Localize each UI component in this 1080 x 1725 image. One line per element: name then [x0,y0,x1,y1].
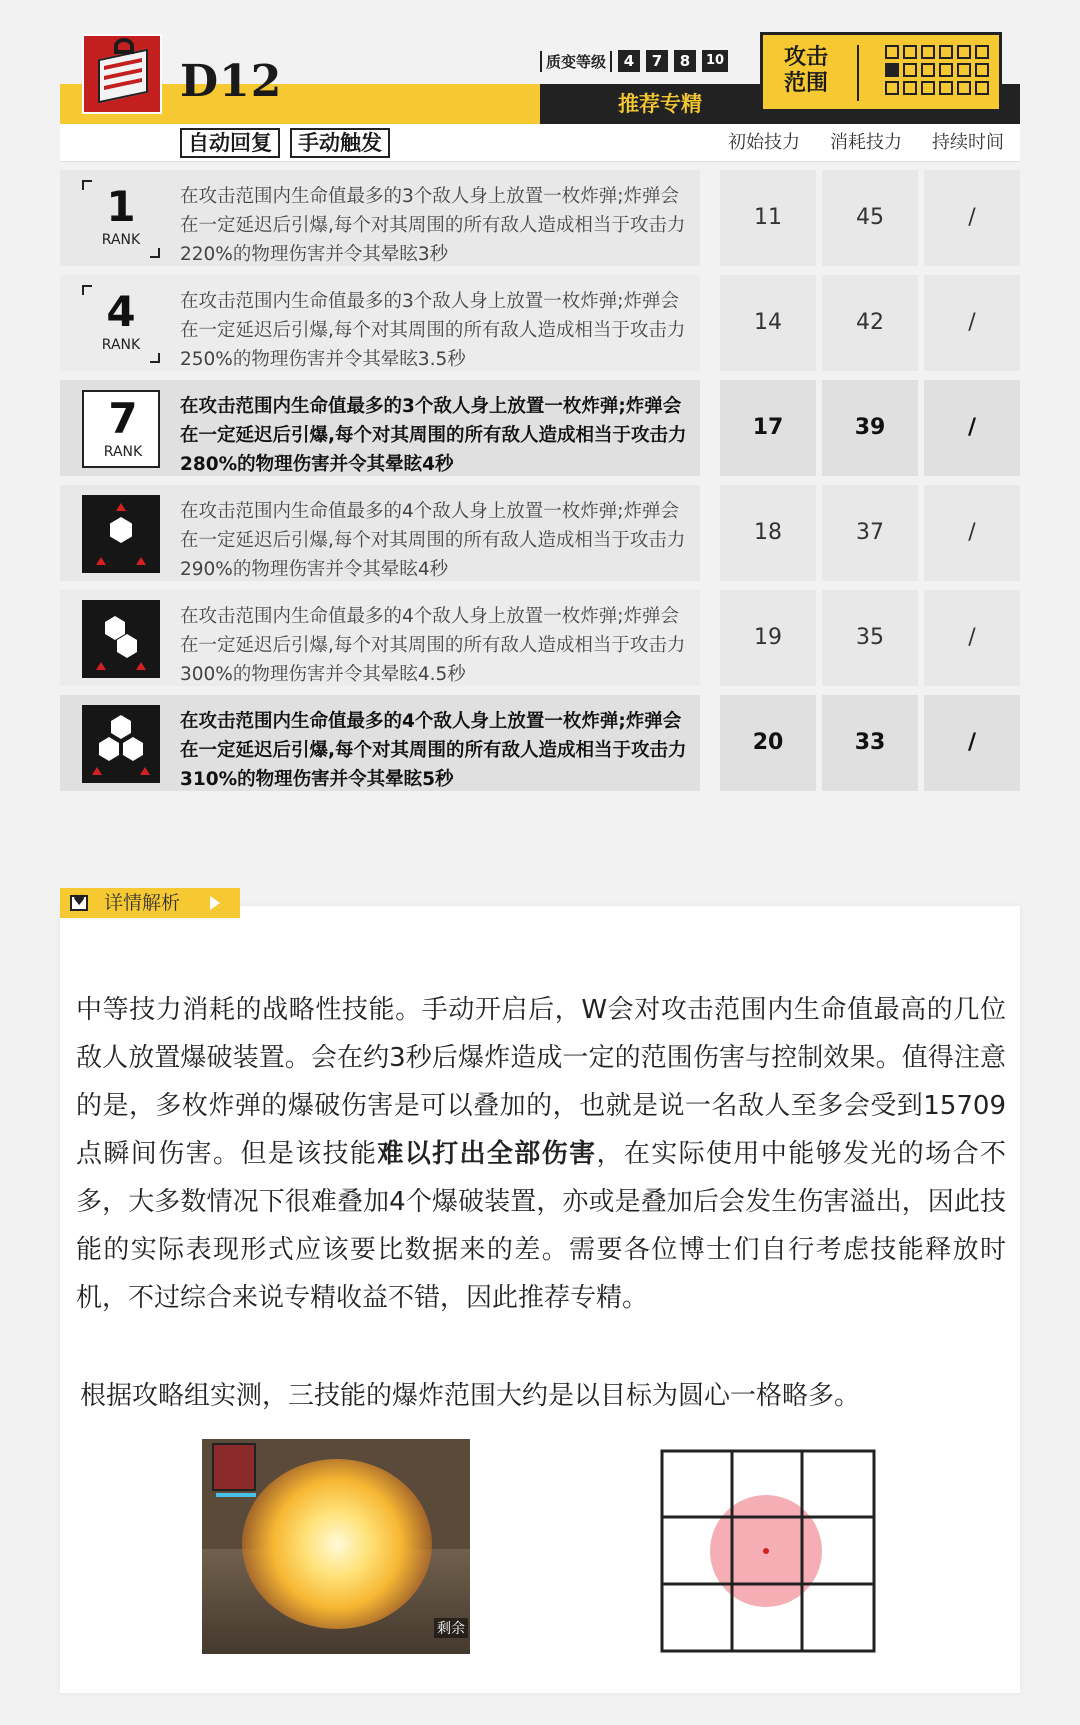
initial-sp-value: 11 [720,170,816,266]
quality-level-box: 10 [702,50,728,72]
range-cell [921,63,935,77]
skill-name: D12 [180,56,283,107]
duration-value: / [924,170,1020,266]
duration-value: / [924,380,1020,476]
initial-sp-value: 20 [720,695,816,791]
blast-range-diagram [660,1449,876,1653]
quality-levels [540,50,728,72]
rank-badge [82,390,160,468]
column-header-duration: 持续时间 [932,132,1004,153]
range-cell-self [885,63,899,77]
range-cell [957,45,971,59]
arrow-right-icon [210,896,220,910]
rank-word: RANK [103,444,143,460]
column-header-initial-sp: 初始技力 [728,132,800,153]
duration-value: / [924,695,1020,791]
screenshot-label: 剩余 [434,1618,468,1638]
range-cell [885,81,899,95]
rank-row [60,485,1020,581]
range-cell [975,81,989,95]
rank-row [60,380,1020,476]
rank-description: 在攻击范围内生命值最多的4个敌人身上放置一枚炸弹;炸弹会在一定延迟后引爆,每个对其周围的所有敌人造成相当于攻击力300%的物理伤害并令其晕眩4.5秒 [180,606,686,685]
rank-description: 在攻击范围内生命值最多的3个敌人身上放置一枚炸弹;炸弹会在一定延迟后引爆,每个对其周围的所有敌人造成相当于攻击力220%的物理伤害并令其晕眩3秒 [180,186,686,265]
sp-cost-value: 33 [822,695,918,791]
target-center-dot [763,1548,769,1554]
initial-sp-value: 19 [720,590,816,686]
mastery-3-icon [82,705,160,783]
mastery-1-icon [82,495,160,573]
range-cell [975,45,989,59]
tag-auto-recovery: 自动回复 [180,128,280,158]
range-cell [939,81,953,95]
duration-value: / [924,485,1020,581]
rank-number: 1 [106,182,136,231]
sp-cost-value: 45 [822,170,918,266]
rank-badge [82,285,160,363]
range-cell [957,63,971,77]
rank-badge [82,180,160,258]
rank-description: 在攻击范围内生命值最多的3个敌人身上放置一枚炸弹;炸弹会在一定延迟后引爆,每个对其周围的所有敌人造成相当于攻击力250%的物理伤害并令其晕眩3.5秒 [180,291,686,370]
sp-cost-value: 35 [822,590,918,686]
initial-sp-value: 18 [720,485,816,581]
attack-range-label: 攻击范围 [783,45,828,96]
range-divider [857,45,859,101]
rank-description: 在攻击范围内生命值最多的4个敌人身上放置一枚炸弹;炸弹会在一定延迟后引爆,每个对其周围的所有敌人造成相当于攻击力310%的物理伤害并令其晕眩5秒 [180,711,687,790]
range-cell [921,81,935,95]
range-cell [885,45,899,59]
sp-cost-value: 39 [822,380,918,476]
range-cell [903,63,917,77]
rank-number: 4 [106,287,136,336]
quality-level-box: 8 [674,50,696,72]
detail-paragraph [76,986,1006,1322]
heart-icon [70,895,88,911]
recommend-mastery-label: 推荐专精 [618,92,702,116]
detail-text-emphasis: 难以打出全部伤害 [377,1139,597,1169]
range-cell [975,63,989,77]
range-cell [939,63,953,77]
rank-description: 在攻击范围内生命值最多的4个敌人身上放置一枚炸弹;炸弹会在一定延迟后引爆,每个对其周围的所有敌人造成相当于攻击力290%的物理伤害并令其晕眩4秒 [180,501,686,580]
mastery-2-icon [82,600,160,678]
detail-tab-label: 详情解析 [104,892,181,914]
duration-value: / [924,275,1020,371]
attack-range-box [760,32,1002,112]
rank-row [60,275,1020,371]
rank-row [60,170,1020,266]
skill-header [60,30,1020,165]
rank-row [60,695,1020,791]
initial-sp-value: 17 [720,380,816,476]
quality-label: 质变等级 [540,51,612,72]
operator-sprite [212,1443,256,1491]
range-cell [903,81,917,95]
detail-analysis-tab [60,888,240,918]
attack-range-grid-icon [885,45,989,95]
game-screenshot [202,1439,470,1654]
tag-manual-trigger: 手动触发 [290,128,390,158]
operator-hp-bar [216,1493,256,1497]
initial-sp-value: 14 [720,275,816,371]
detail-text-part: ，在实际使用中能够发光的场合不多，大多数情况下很难叠加4个爆破装置，亦或是叠加后会发生伤害溢出，因此技能的实际表现形式应该要比数据来的差。需要各位博士们自行考虑技能释放时机，不过综合来说专精收益不错，因此推荐专精。 [76,1139,1006,1313]
range-cell [957,81,971,95]
package-icon [98,49,148,104]
detail-note: 根据攻略组实测，三技能的爆炸范围大约是以目标为圆心一格略多。 [80,1381,861,1411]
rank-row [60,590,1020,686]
range-cell [903,45,917,59]
sp-cost-value: 42 [822,275,918,371]
rank-word: RANK [101,232,141,248]
quality-level-box: 4 [618,50,640,72]
duration-value: / [924,590,1020,686]
range-cell [939,45,953,59]
column-header-sp-cost: 消耗技力 [830,132,902,153]
explosion-effect [242,1459,432,1629]
range-cell [921,45,935,59]
rank-description: 在攻击范围内生命值最多的3个敌人身上放置一枚炸弹;炸弹会在一定延迟后引爆,每个对其周围的所有敌人造成相当于攻击力280%的物理伤害并令其晕眩4秒 [180,396,687,475]
detail-text-part: 中等技力消耗的战略性技能。手动开启后，W会对攻击范围内生命值最高的几位敌人放置爆破装置。会在约3秒后爆炸造成一定的范围伤害与控制效果。值得注意的是，多枚炸弹的爆破伤害是可以叠加的，也就是说一名敌人至多会受到15709点瞬间伤害。但是该技能 [76,995,1006,1169]
skill-tags [180,128,390,158]
skill-icon [82,34,162,114]
sp-cost-value: 37 [822,485,918,581]
rank-word: RANK [101,337,141,353]
ribbon-icon [114,38,134,54]
quality-level-box: 7 [646,50,668,72]
detail-analysis-card [60,906,1020,1693]
rank-number: 7 [108,394,138,443]
